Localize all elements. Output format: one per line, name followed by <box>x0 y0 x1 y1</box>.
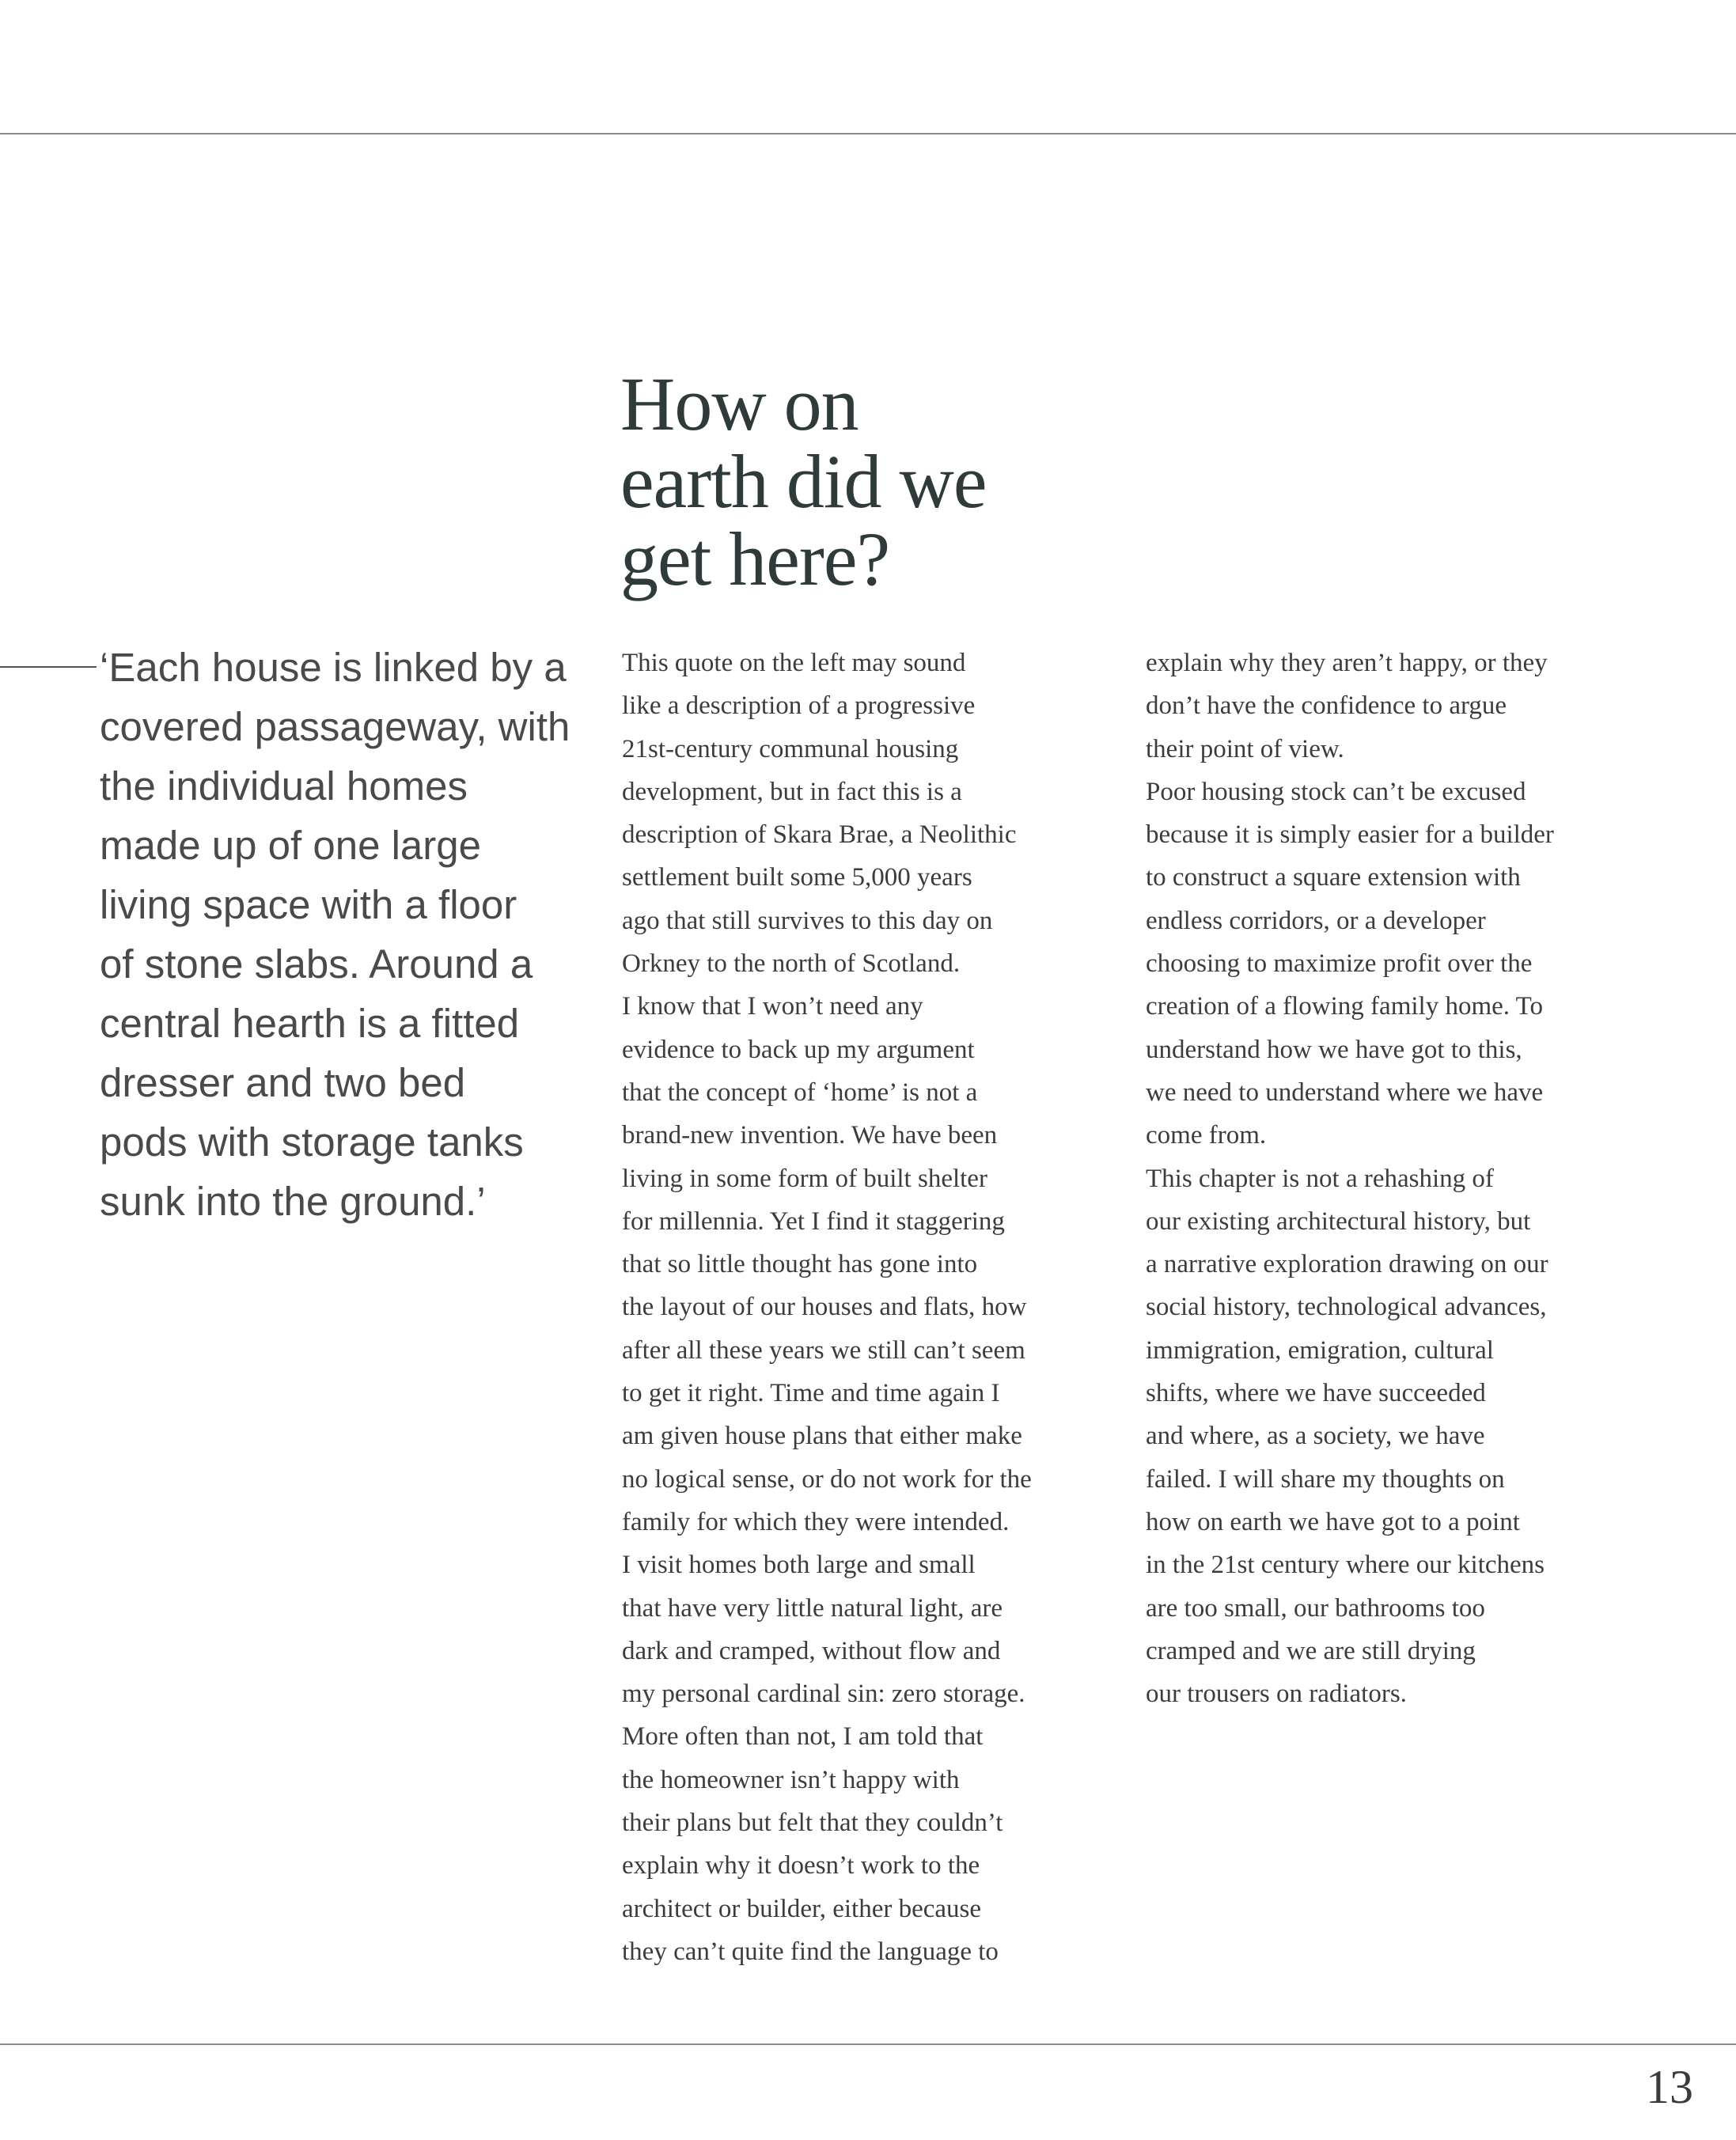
paragraph: I know that I won’t need any evidence to back up my argument that the concept of ‘home’ is not a brand-new invention. We have been living in some form of built shelter for millennia. Yet I find it staggering that so little thought has gone into the layout of our houses and flats, how after all these years we still can’t seem to get it right. Time and time again I am given house plans that either make no logical sense, or do not work for the family for which they were intended. I visit homes both large and small that have very little natural light, are dark and cramped, without flow and my personal cardinal sin: zero storage. More often than not, I am told that the homeowner isn’t happy with their plans but felt that they couldn’t explain why it doesn’t work to the architect or builder, either because they can’t quite find the language to <box>622 992 1032 1966</box>
top-rule <box>0 133 1736 134</box>
bottom-rule <box>0 2043 1736 2045</box>
chapter-heading: How on earth did we get here? <box>620 362 987 601</box>
paragraph: Poor housing stock can’t be excused because it is simply easier for a builder to construct a square extension with endless corridors, or a developer choosing to maximize profit over the creation of a flowing family home. To understand how we have got to this, we need to understand where we have come from. <box>1146 777 1554 1150</box>
paragraph: explain why they aren’t happy, or they don’t have the confidence to argue their point of view. <box>1146 649 1548 763</box>
paragraph: This quote on the left may sound like a description of a progressive 21st-century communal housing development, but in fact this is a description of Skara Brae, a Neolithic settlement built some 5,000 years ago that still survives to this day on Orkney to the north of Scotland. <box>622 649 1017 979</box>
body-column-2 <box>1146 642 1636 1715</box>
paragraph: This chapter is not a rehashing of our existing architectural history, but a narrative exploration drawing on our social history, technological advances, immigration, emigration, cultural shifts, where we have succeeded and where, as a society, we have failed. I will share my thoughts on how on earth we have got to a point in the 21st century where our kitchens are too small, our bathrooms too cramped and we are still drying our trousers on radiators. <box>1146 1164 1548 1709</box>
body-column-1 <box>622 642 1112 1973</box>
pull-quote-leader-line <box>0 666 97 668</box>
page-number: 13 <box>1646 2061 1693 2113</box>
pull-quote: ‘Each house is linked by a covered passageway, with the individual homes made up of one large living space with a floor of stone slabs. Around a central hearth is a fitted dresser and two bed pods with storage tanks sunk into the ground.’ <box>100 645 570 1224</box>
